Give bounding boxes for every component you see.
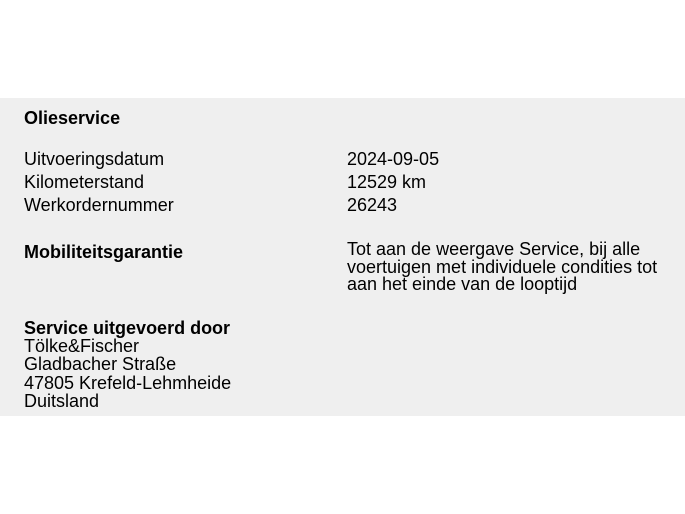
service-provider (24, 319, 231, 410)
service-record-panel (0, 98, 685, 416)
work-order-value: 26243 (347, 195, 398, 215)
mileage-label: Kilometerstand (24, 172, 145, 192)
execution-date-value: 2024-09-05 (347, 149, 440, 169)
service-provider-name: Tölke&Fischer (24, 336, 140, 357)
execution-date-label: Uitvoeringsdatum (24, 149, 165, 169)
service-provider-street: Gladbacher Straße (24, 354, 177, 375)
work-order-label: Werkordernummer (24, 195, 174, 215)
service-title: Olieservice (24, 108, 121, 128)
service-provider-city: 47805 Krefeld-Lehmheide (24, 372, 232, 393)
mobility-guarantee-line: voertuigen met individuele condities tot (347, 256, 658, 277)
mobility-guarantee-label: Mobiliteitsgarantie (24, 242, 184, 262)
service-provider-country: Duitsland (24, 390, 100, 411)
mobility-guarantee-line: aan het einde van de looptijd (347, 274, 578, 294)
mileage-value: 12529 km (347, 172, 427, 192)
mobility-guarantee-text (347, 241, 685, 294)
service-provider-heading: Service uitgevoerd door (24, 318, 231, 338)
mobility-guarantee-line: Tot aan de weergave Service, bij alle (347, 239, 641, 259)
